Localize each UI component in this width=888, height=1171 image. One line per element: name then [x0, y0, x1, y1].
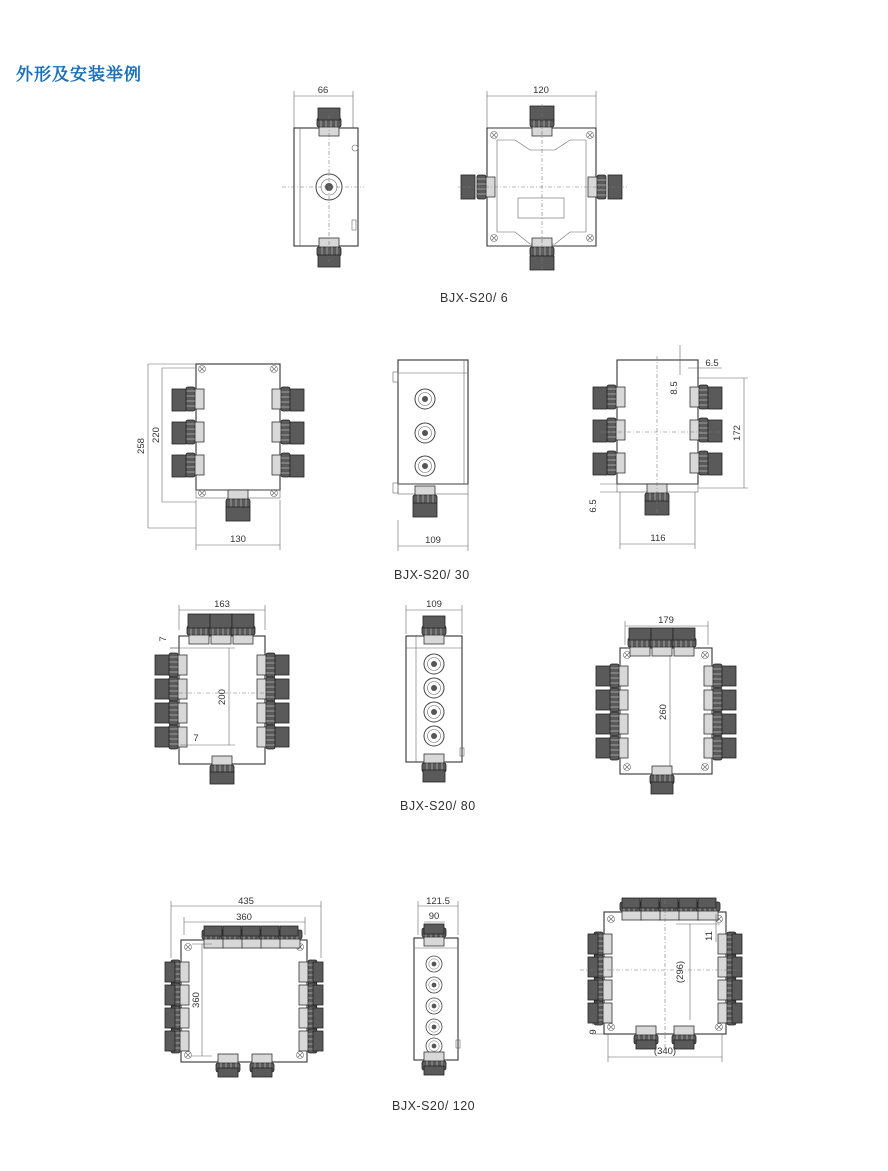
dim-m120-340: (340) [653, 1046, 677, 1057]
dim-m30-130: 130 [230, 534, 246, 545]
dim-m80-200: 200 [217, 689, 228, 705]
model-label-6: BJX-S20/ 6 [440, 291, 509, 305]
dim-m80-7b: 7 [193, 733, 199, 744]
dim-m80-179: 179 [658, 615, 674, 626]
m120-right-view [580, 898, 742, 1062]
m30-middle-view [393, 360, 468, 551]
dim-m120-360w: 360 [236, 912, 252, 923]
section-heading: 外形及安装举例 [16, 65, 142, 85]
m80-right-view [596, 615, 736, 794]
dim-m30-116: 116 [650, 533, 666, 544]
dim-m120-9: 9 [588, 1029, 599, 1035]
dim-m120-296: (296) [675, 960, 686, 984]
dim-m80-260: 260 [658, 704, 669, 720]
dim-m120-121-5: 121.5 [426, 896, 450, 907]
m30-left-view [136, 364, 304, 550]
m6-front-view [458, 85, 628, 272]
dim-m80-7a: 7 [158, 636, 169, 642]
dim-m6-front-w: 120 [533, 85, 549, 96]
dim-m120-90: 90 [428, 911, 440, 922]
m80-middle-view [406, 599, 464, 782]
m6-side-view [282, 85, 364, 267]
m120-middle-view [414, 896, 460, 1075]
m120-left-view [165, 896, 323, 1077]
dim-m120-435: 435 [238, 896, 254, 907]
dim-m30-6-5b: 6.5 [588, 499, 599, 513]
dim-m30-220: 220 [151, 427, 162, 443]
dim-m80-109: 109 [426, 599, 442, 610]
dim-m30-6-5a: 6.5 [705, 358, 719, 369]
dim-m30-258: 258 [136, 438, 147, 454]
model-label-120: BJX-S20/ 120 [392, 1099, 476, 1113]
dim-m120-11: 11 [704, 931, 715, 941]
m30-right-view [588, 345, 748, 549]
dim-m30-8-5: 8.5 [669, 381, 680, 395]
dim-m30-109: 109 [425, 535, 441, 546]
dim-m120-360h: 360 [191, 992, 202, 1008]
dim-m30-172: 172 [732, 425, 743, 441]
dim-m80-163: 163 [214, 599, 230, 610]
dim-m6-side-w: 66 [317, 85, 329, 96]
model-label-80: BJX-S20/ 80 [400, 799, 476, 813]
m80-left-view [155, 599, 289, 784]
model-label-30: BJX-S20/ 30 [394, 568, 470, 582]
